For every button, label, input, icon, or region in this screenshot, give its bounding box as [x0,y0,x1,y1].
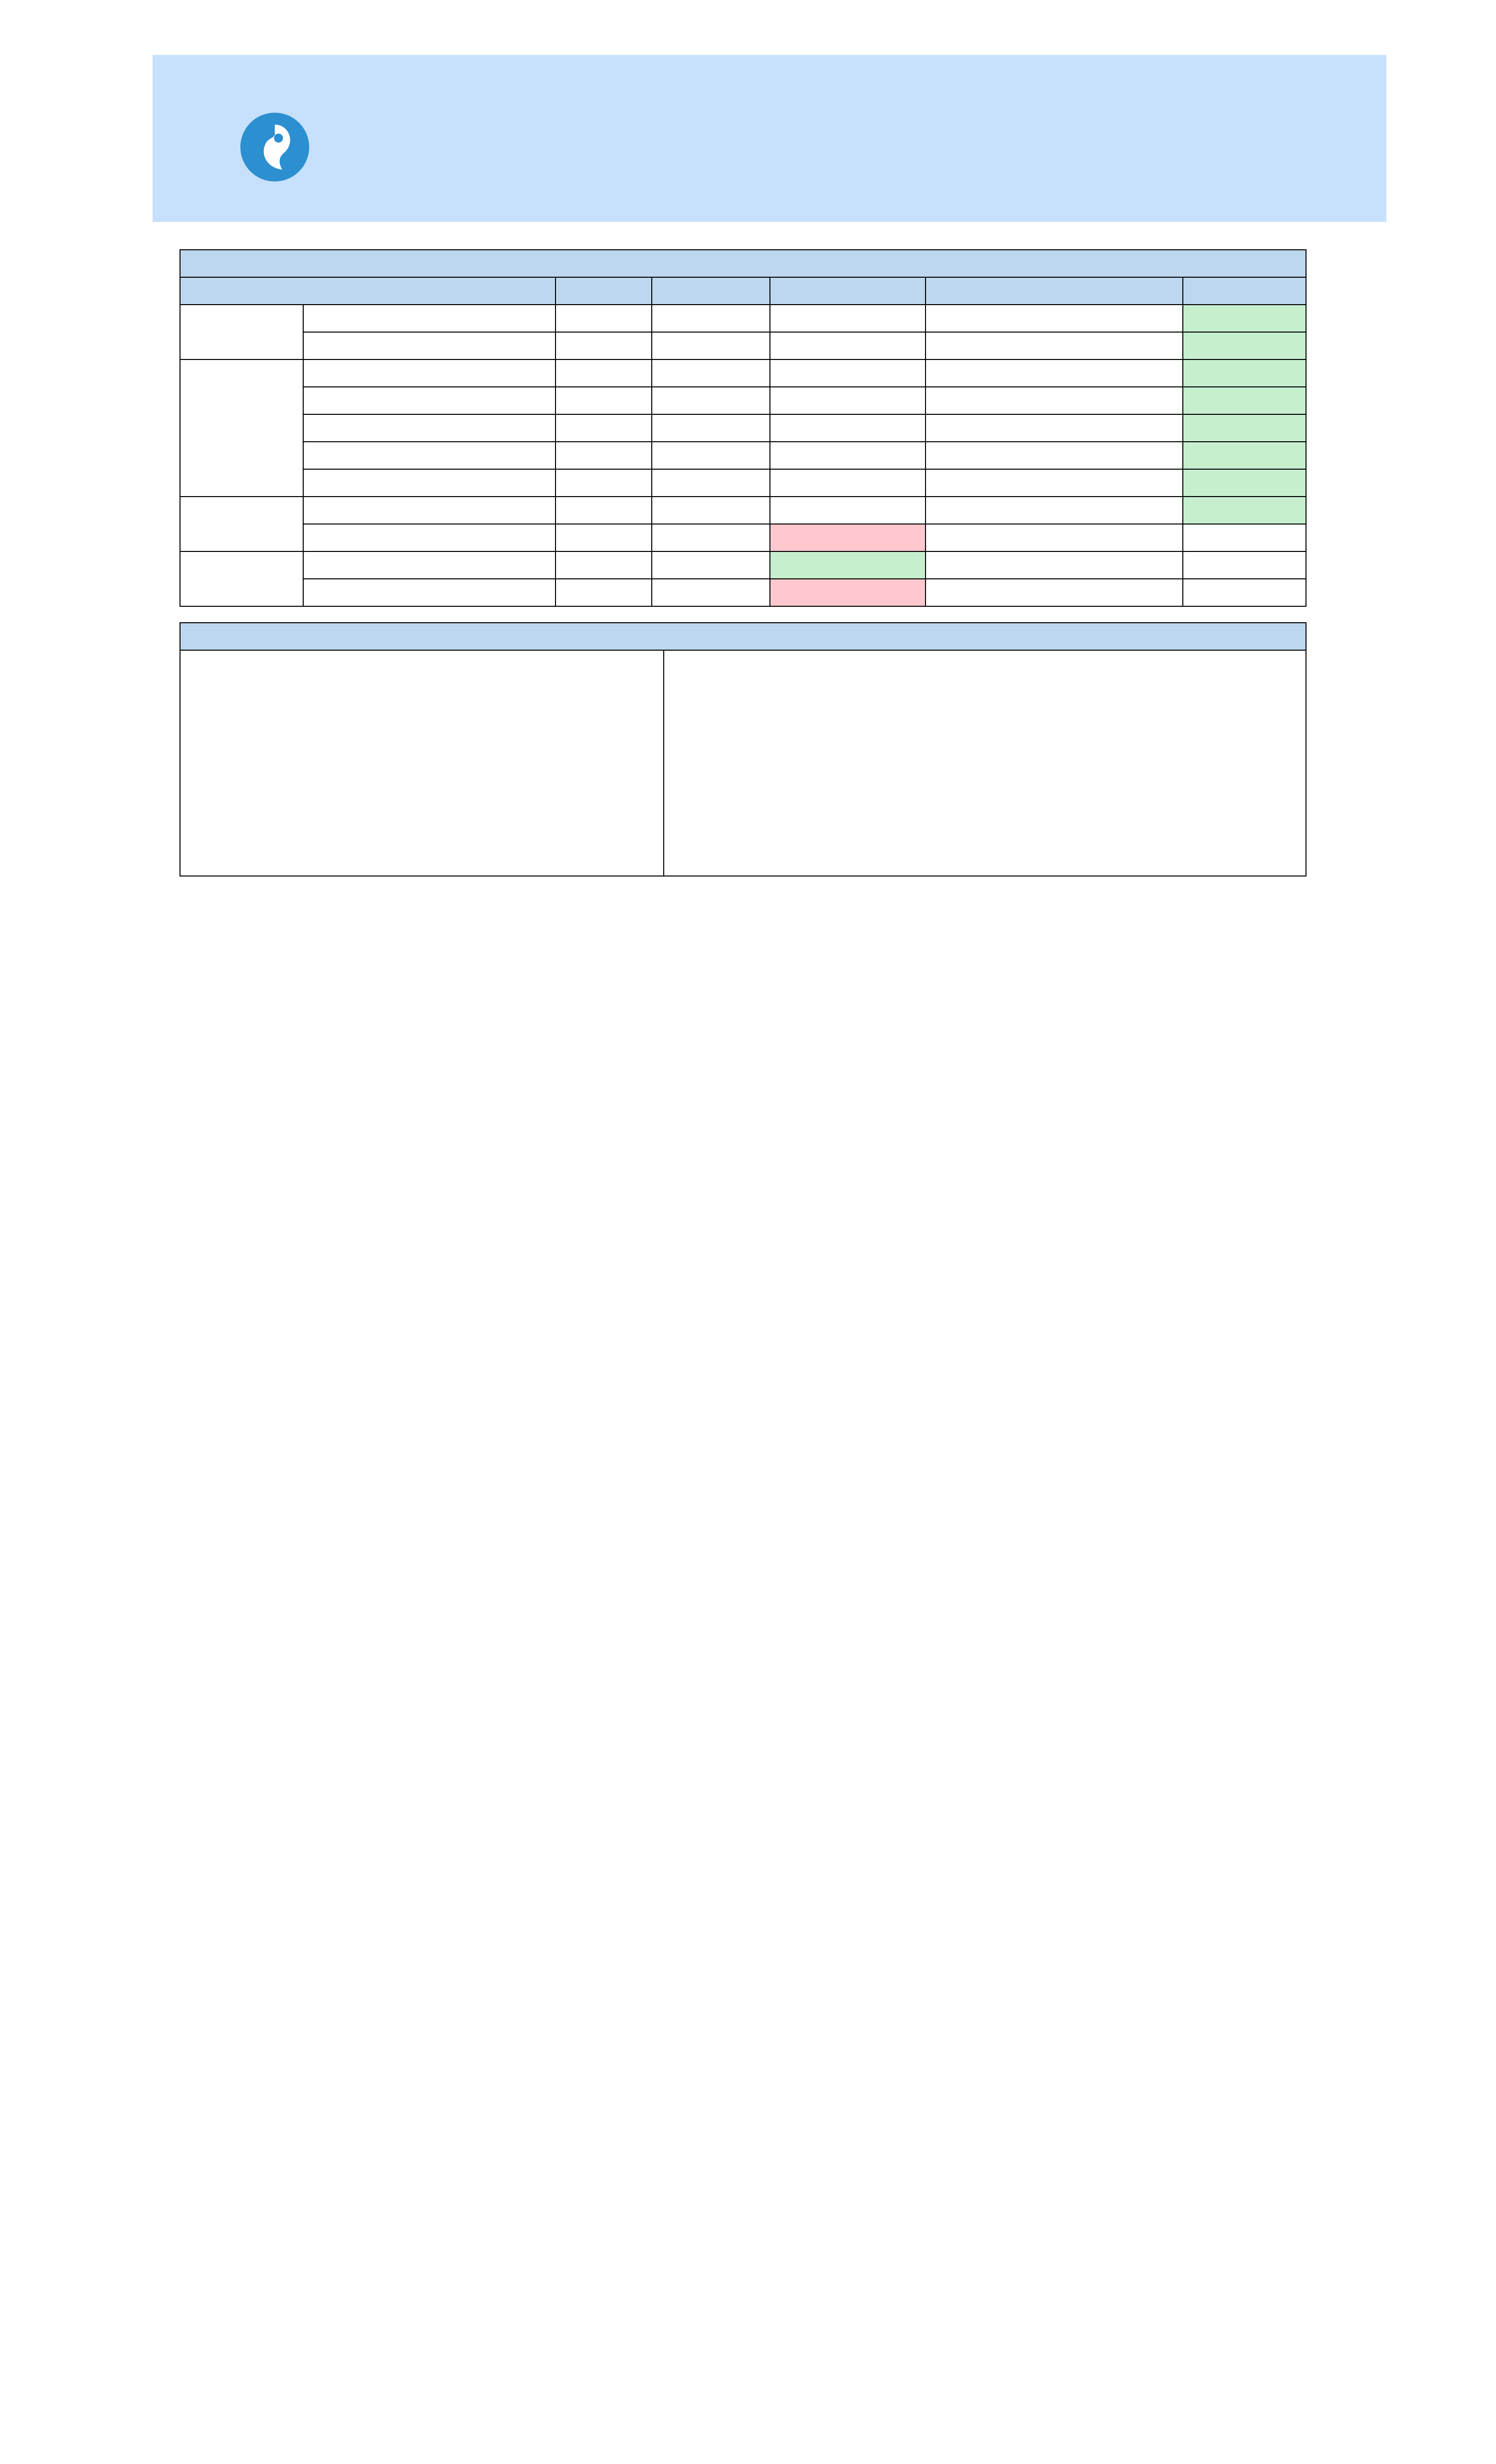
category-arbitrage [180,497,303,551]
row-change-value [770,551,926,579]
percentile-label [926,524,1183,551]
unit-column-header [556,277,652,305]
row-change-pct [1183,359,1306,387]
basis-area-chart [664,651,1306,876]
row-change-pct [1183,387,1306,414]
date1-column-header [652,277,770,305]
row-change-pct [1183,414,1306,442]
row-change-pct [1183,469,1306,497]
row-change-value [926,469,1183,497]
table-row [180,497,1306,524]
row-change-value [926,414,1183,442]
row-value-previous [770,387,926,414]
row-value-current [652,442,770,469]
row-item-name [303,387,555,414]
row-value-previous [770,442,926,469]
chart-title [180,622,1307,650]
row-value-previous [770,469,926,497]
row-change-pct [1183,497,1306,524]
row-value-current [652,305,770,332]
row-item-name [303,524,555,551]
row-value-current [652,414,770,442]
row-change-value [926,359,1183,387]
row-item-name [303,305,555,332]
row-item-name [303,497,555,524]
change-value-label [652,579,770,606]
row-value-current [652,332,770,359]
row-percentile [1183,579,1306,606]
row-unit [556,414,652,442]
table-row [180,524,1306,551]
row-value-current [652,469,770,497]
row-unit [556,497,652,524]
row-value-previous [770,359,926,387]
row-unit [556,332,652,359]
chart-row [180,650,1307,877]
row-unit [556,305,652,332]
chart-block [180,622,1307,877]
row-unit [556,387,652,414]
percentile-label [926,551,1183,579]
row-item-name [303,442,555,469]
row-unit [556,442,652,469]
row-value-current [556,524,652,551]
row-value-previous [770,497,926,524]
row-value-previous [770,305,926,332]
category-spread-structure [180,551,303,606]
row-percentile [1183,524,1306,551]
item-column-header [180,277,556,305]
table-row [180,579,1306,606]
row-value-current [652,387,770,414]
row-value-current [556,551,652,579]
table-row [180,387,1306,414]
row-item-name [303,579,555,606]
table-row [180,414,1306,442]
table-row [180,305,1306,332]
row-unit [556,469,652,497]
row-value-previous [770,332,926,359]
change-value-column-header [926,277,1183,305]
row-item-name [303,332,555,359]
change-value-label [652,551,770,579]
date2-column-header [770,277,926,305]
row-change-value [770,524,926,551]
row-change-value [926,442,1183,469]
capital-futures-logo-icon [237,110,312,184]
row-value-current [556,579,652,606]
row-change-value [926,497,1183,524]
row-value-current [652,359,770,387]
row-item-name [303,551,555,579]
row-change-value [926,332,1183,359]
spread-line-chart [181,651,664,876]
row-unit [556,359,652,387]
row-change-pct [1183,305,1306,332]
row-item-name [303,414,555,442]
metal-title [180,250,1306,277]
row-item-name [303,359,555,387]
metal-table-block [180,249,1307,607]
row-percentile [1183,551,1306,579]
row-change-value [926,387,1183,414]
table-row [180,551,1306,579]
table-row [180,442,1306,469]
change-value-label [652,524,770,551]
row-value-current [652,497,770,524]
row-value-previous [770,414,926,442]
percentile-label [926,579,1183,606]
row-change-value [926,305,1183,332]
row-change-pct [1183,332,1306,359]
table-row [180,332,1306,359]
row-change-value [770,579,926,606]
category-position-inventory [180,359,303,497]
row-item-name [303,469,555,497]
row-change-pct [1183,442,1306,469]
table-row [180,469,1306,497]
metal-table [180,249,1307,607]
table-row [180,359,1306,387]
change-pct-column-header [1183,277,1306,305]
report-header [153,55,1386,222]
category-market-price [180,305,303,359]
